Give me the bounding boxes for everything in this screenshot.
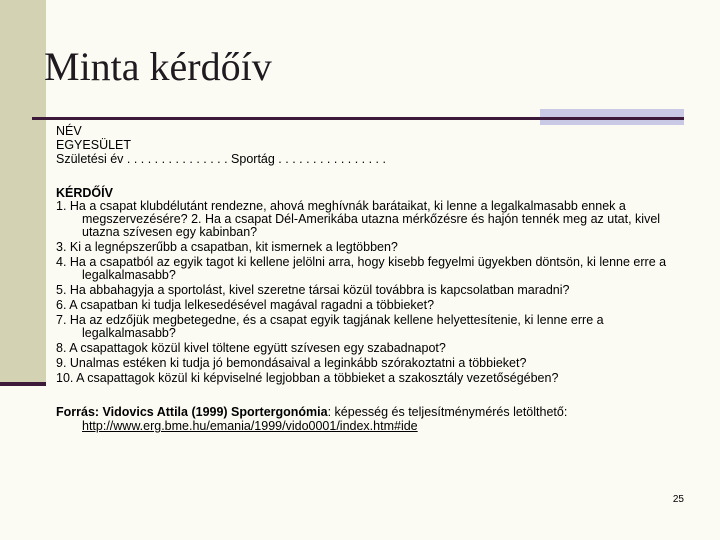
title-rule-overlay	[540, 117, 684, 120]
page-title: Minta kérdőív	[44, 44, 272, 89]
spacer	[56, 166, 686, 186]
slide-content	[56, 124, 686, 433]
question-item: 6. A csapatban ki tudja lelkesedésével magával ragadni a többieket?	[56, 298, 435, 312]
sidebar-decoration	[0, 0, 46, 385]
page-number: 25	[672, 494, 684, 505]
question-item: 1. Ha a csapat klubdélutánt rendezne, ahová meghívnák barátaikat, ki lenne a legalkalmasabb ennek a megszervezésére? 2. Ha a csapat Dél-Amerikába utazna mérkőzésre és hajón tennék meg az utat, kivel utazna szívesen egy kabinban?	[56, 199, 661, 239]
source-link[interactable]: http://www.erg.bme.hu/emania/1999/vido0001/index.htm#ide	[82, 419, 418, 433]
source-citation	[56, 405, 686, 433]
source-author: Forrás: Vidovics Attila (1999) Sportergonómia	[56, 405, 328, 419]
club-field-label: EGYESÜLET	[56, 138, 132, 152]
question-item: 4. Ha a csapatból az egyik tagot ki kellene jelölni arra, hogy kisebb fegyelmi ügyekben döntsön, ki lenne erre a legalkalmasabb?	[56, 255, 667, 282]
name-field-label: NÉV	[56, 124, 82, 138]
question-item: 3. Ki a legnépszerűbb a csapatban, kit ismernek a legtöbben?	[56, 240, 398, 254]
question-item: 5. Ha abbahagyja a sportolást, kivel szeretne társai közül továbbra is kapcsolatban maradni?	[56, 283, 570, 297]
source-description: : képesség és teljesítménymérés letölthető:	[327, 405, 568, 419]
section-title: KÉRDŐÍV	[56, 186, 113, 200]
sidebar-accent-line	[0, 382, 46, 386]
question-item: 8. A csapattagok közül kivel töltene együtt szívesen egy szabadnapot?	[56, 341, 446, 355]
question-item: 7. Ha az edzőjük megbetegedne, és a csapat egyik tagjának kellene helyettesítenie, ki lenne erre a legalkalmasabb?	[56, 313, 604, 340]
question-item: 9. Unalmas estéken ki tudja jó bemondásaival a leginkább szórakoztatni a többieket?	[56, 356, 527, 370]
birth-year-sport-field: Születési év . . . . . . . . . . . . . . . Sportág . . . . . . . . . . . . . . . .	[56, 152, 386, 166]
question-item: 10. A csapattagok közül ki képviselné legjobban a többieket a szakosztály vezetőségében?	[56, 371, 559, 385]
